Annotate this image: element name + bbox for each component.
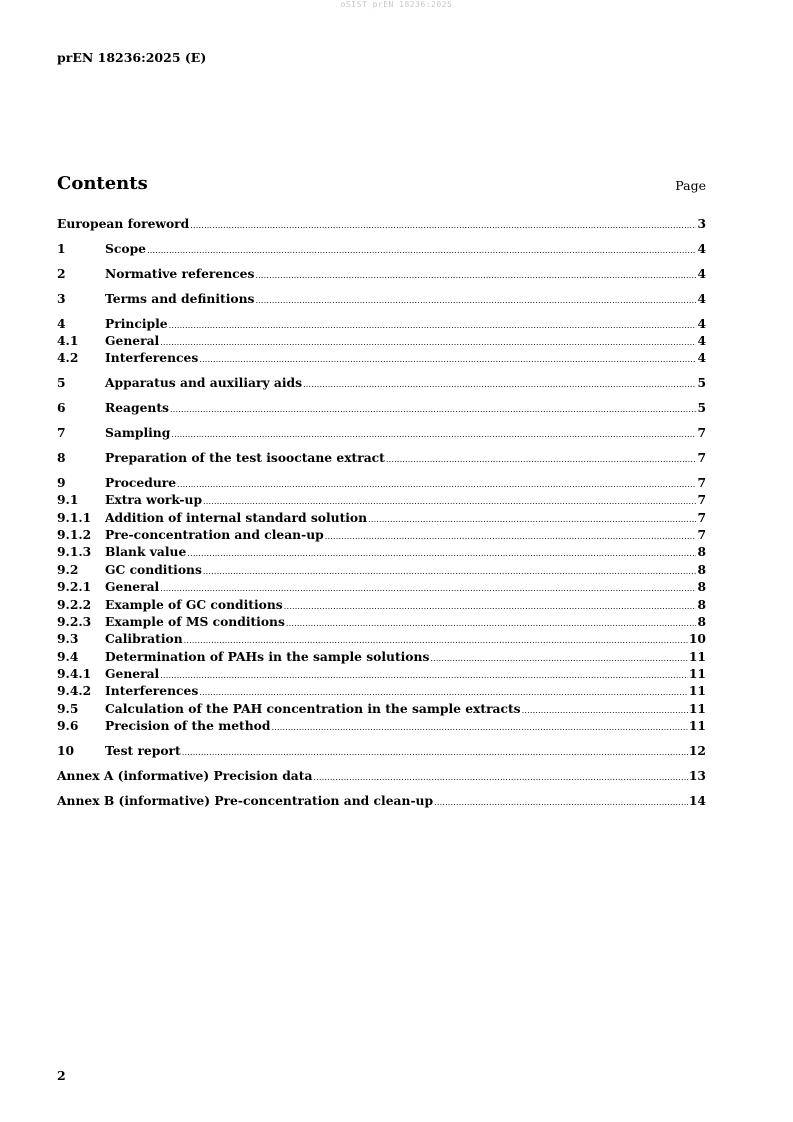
toc-entry[interactable] [57,527,706,544]
toc-entry-page: 4 [697,265,706,281]
toc-entry-number: 9.4 [57,648,79,664]
toc-entry[interactable] [57,375,706,392]
toc-dot-leader [271,723,687,732]
toc-entry-number: 9.2.2 [57,596,92,612]
toc-entry-number: 9.1.2 [57,526,92,542]
toc-dot-leader [160,584,696,593]
toc-entry-page: 11 [688,648,706,664]
toc-entry[interactable] [57,350,706,367]
toc-dot-leader [147,246,696,255]
toc-entry-page: 4 [697,240,706,256]
toc-entry-number: 4.1 [57,332,79,348]
toc-entry-page: 13 [688,768,706,784]
toc-dot-leader [286,619,697,628]
toc-entry-title: Interferences [105,350,199,366]
toc-entry[interactable] [57,666,706,683]
toc-entry[interactable] [57,579,706,596]
toc-entry-page: 14 [688,792,706,808]
toc-entry[interactable] [57,768,706,785]
toc-entry-number: 9 [57,474,66,490]
toc-entry[interactable] [57,400,706,417]
toc-entry[interactable] [57,793,706,810]
toc-entry-title: Annex B (informative) Pre-concentration and clean-up [57,792,434,808]
toc-dot-leader [255,296,696,305]
toc-entry-title: Example of MS conditions [105,613,285,629]
toc-entry-number: 9.5 [57,700,79,716]
toc-entry-title: Principle [105,315,168,331]
toc-dot-leader [386,455,697,464]
toc-dot-leader [177,480,696,489]
toc-entry-title: General [105,579,160,595]
toc-entry-number: 9.6 [57,718,79,734]
toc-dot-leader [434,798,688,807]
toc-entry-number: 4.2 [57,350,79,366]
toc-entry-page: 8 [697,544,706,560]
toc-dot-leader [190,221,696,230]
toc-entry[interactable] [57,562,706,579]
toc-entry[interactable] [57,701,706,718]
toc-entry-page: 7 [697,474,706,490]
toc-entry-title: Normative references [105,265,255,281]
toc-entry[interactable] [57,544,706,561]
toc-entry-page: 11 [688,700,706,716]
toc-dot-leader [160,671,688,680]
toc-entry-title: European foreword [57,216,190,231]
toc-entry[interactable] [57,492,706,509]
toc-entry-page: 11 [688,683,706,699]
toc-entry-page: 3 [697,216,706,231]
toc-entry-number: 9.2.3 [57,613,92,629]
toc-entry-page: 8 [697,596,706,612]
toc-entry-title: Blank value [105,544,187,560]
toc-entry-title: Annex A (informative) Precision data [57,768,313,784]
toc-entry-number: 5 [57,375,66,391]
toc-entry-title: Test report [105,743,181,759]
toc-entry-title: Calculation of the PAH concentration in the sample extracts [105,700,521,716]
toc-entry[interactable] [57,683,706,700]
toc-entry[interactable] [57,450,706,467]
toc-entry-title: Interferences [105,683,199,699]
table-of-contents [57,216,706,810]
toc-entry[interactable] [57,743,706,760]
page-number: 2 [57,1068,66,1083]
toc-entry-page: 5 [697,400,706,416]
toc-dot-leader [160,338,696,347]
toc-entry-page: 8 [697,613,706,629]
toc-entry-page: 12 [688,743,706,759]
toc-entry[interactable] [57,614,706,631]
toc-entry-page: 8 [697,579,706,595]
toc-dot-leader [430,654,688,663]
toc-entry-title: Terms and definitions [105,290,255,306]
toc-dot-leader [169,321,697,330]
toc-entry[interactable] [57,597,706,614]
toc-entry-number: 9.1.1 [57,509,92,525]
toc-entry-number: 7 [57,425,66,441]
toc-entry[interactable] [57,291,706,308]
toc-dot-leader [187,549,696,558]
toc-entry-page: 7 [697,526,706,542]
toc-entry-title: GC conditions [105,561,202,577]
toc-entry-page: 11 [688,718,706,734]
toc-entry-page: 11 [688,666,706,682]
toc-dot-leader [313,773,687,782]
toc-entry-page: 4 [697,332,706,348]
toc-dot-leader [203,497,696,506]
toc-entry-title: Scope [105,240,146,256]
toc-entry-title: Preparation of the test isooctane extract [105,449,385,465]
toc-entry[interactable] [57,510,706,527]
toc-entry[interactable] [57,649,706,666]
toc-entry-title: General [105,666,160,682]
toc-entry-title: Procedure [105,474,177,490]
toc-dot-leader [199,355,696,364]
toc-dot-leader [368,515,696,524]
toc-entry[interactable] [57,333,706,350]
toc-entry-number: 1 [57,240,66,256]
toc-entry-title: Example of GC conditions [105,596,283,612]
toc-entry-number: 8 [57,449,66,465]
toc-dot-leader [184,636,688,645]
toc-dot-leader [255,271,696,280]
toc-entry[interactable] [57,316,706,333]
toc-entry-title: General [105,332,160,348]
toc-dot-leader [182,748,688,757]
toc-entry-title: Apparatus and auxiliary aids [105,375,303,391]
toc-entry-title: Determination of PAHs in the sample solutions [105,648,430,664]
toc-dot-leader [303,380,696,389]
toc-entry-page: 7 [697,492,706,508]
toc-entry-number: 9.2.1 [57,579,92,595]
page-column-label: Page [675,178,706,193]
toc-entry[interactable] [57,631,706,648]
toc-entry-number: 9.1.3 [57,544,92,560]
toc-dot-leader [203,567,697,576]
toc-entry-title: Pre-concentration and clean-up [105,526,324,542]
toc-entry[interactable] [57,266,706,283]
toc-entry[interactable] [57,475,706,492]
toc-entry-title: Reagents [105,400,169,416]
toc-entry-page: 8 [697,561,706,577]
toc-entry-number: 6 [57,400,66,416]
toc-entry-page: 7 [697,449,706,465]
toc-entry-number: 3 [57,290,66,306]
toc-dot-leader [199,688,688,697]
toc-dot-leader [522,706,688,715]
toc-entry-number: 9.2 [57,561,79,577]
toc-entry-page: 10 [688,631,706,647]
toc-dot-leader [325,532,697,541]
toc-dot-leader [284,602,697,611]
watermark: oSIST prEN 18236:2025 [340,0,453,9]
toc-entry-title: Sampling [105,425,171,441]
toc-entry-number: 2 [57,265,66,281]
toc-entry[interactable] [57,241,706,258]
toc-entry[interactable] [57,425,706,442]
toc-entry-title: Precision of the method [105,718,271,734]
toc-entry-title: Addition of internal standard solution [105,509,368,525]
toc-entry-page: 4 [697,290,706,306]
toc-entry-number: 9.4.1 [57,666,92,682]
toc-entry[interactable] [57,718,706,735]
toc-entry-title: Calibration [105,631,183,647]
toc-dot-leader [171,430,696,439]
toc-dot-leader [170,405,696,414]
document-id: prEN 18236:2025 (E) [57,50,207,65]
toc-entry-page: 7 [697,425,706,441]
toc-entry-title: Extra work-up [105,492,203,508]
toc-entry-page: 5 [697,375,706,391]
toc-entry-number: 4 [57,315,66,331]
toc-entry-number: 9.4.2 [57,683,92,699]
toc-entry-number: 10 [57,743,75,759]
toc-entry[interactable] [57,216,706,233]
toc-entry-number: 9.1 [57,492,79,508]
toc-entry-page: 4 [697,350,706,366]
toc-entry-number: 9.3 [57,631,79,647]
toc-entry-page: 4 [697,315,706,331]
contents-heading: Contents [57,173,148,194]
toc-entry-page: 7 [697,509,706,525]
